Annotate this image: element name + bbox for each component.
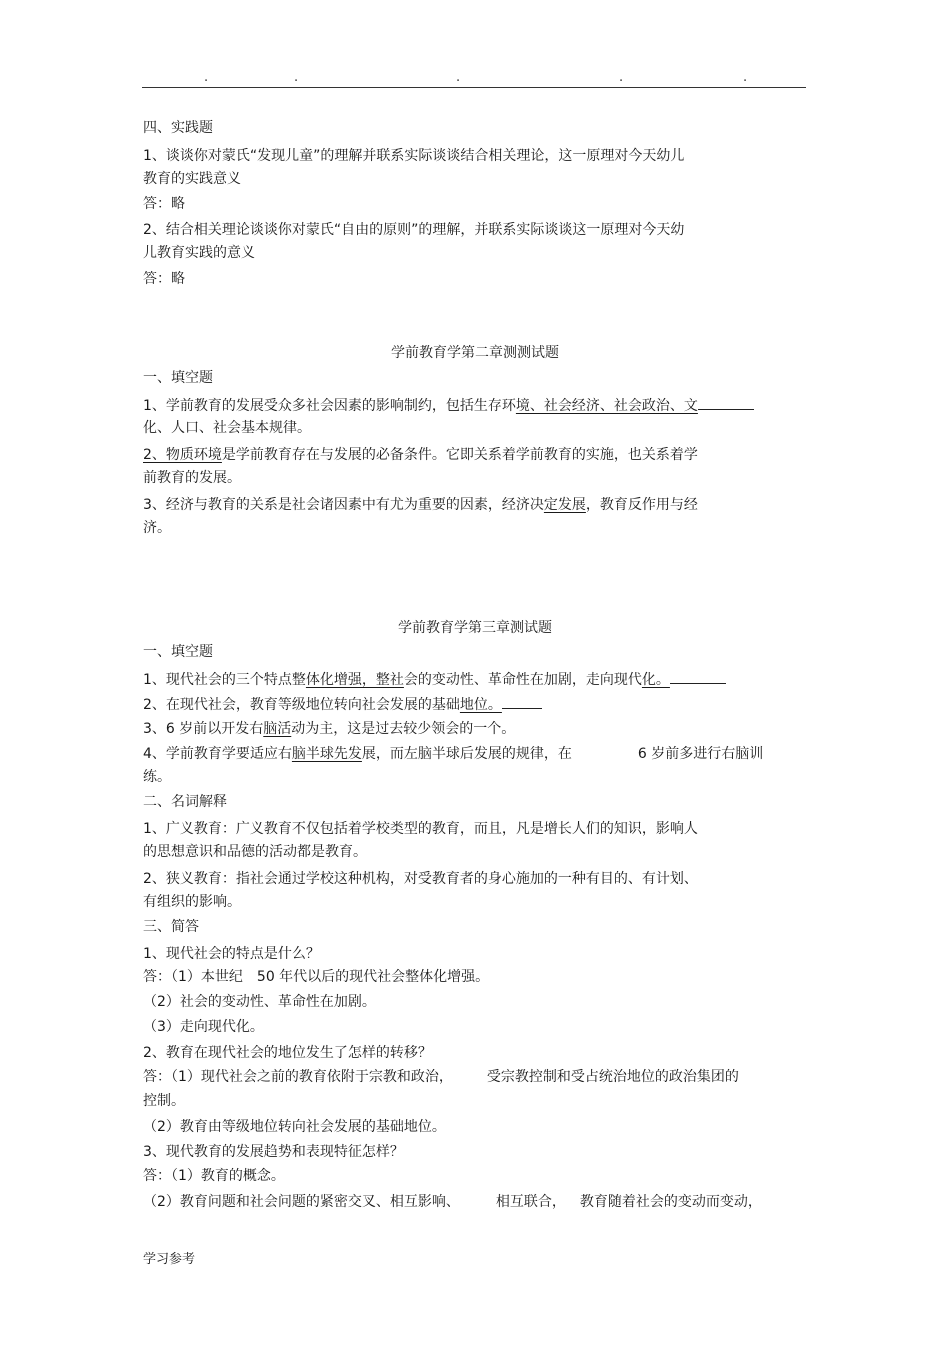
blank-line (502, 694, 542, 709)
section-heading: 二、名词解释 (143, 794, 227, 810)
fill-blank-item (143, 719, 515, 739)
question-text: 儿教育实践的意义 (143, 245, 255, 261)
answer-text: （2）社会的变动性、革命性在加剧。 (143, 994, 376, 1010)
underlined-answer: 化。 (641, 672, 670, 688)
item-text: 6 岁前多进行右脑训 (637, 746, 764, 762)
header-rule (142, 87, 806, 88)
question-text: 1、谈谈你对蒙氏“发现儿童”的理解并联系实际谈谈结合相关理论，这一原理对今天幼儿 (143, 148, 685, 164)
section-heading: 四、实践题 (143, 120, 213, 136)
underlined-answer: 体化增强，整社 (305, 672, 404, 688)
item-text: 3、6 岁前以开发右 (143, 721, 264, 737)
header-dot: . (204, 70, 209, 85)
section-heading: 三、简答 (143, 919, 199, 935)
blank-line (698, 395, 754, 410)
answer-text (143, 1067, 739, 1087)
answer-text: （3）走向现代化。 (143, 1019, 264, 1035)
answer-text: 答：略 (143, 271, 185, 287)
answer-text (143, 1192, 762, 1212)
definition-text: 2、狭义教育：指社会通过学校这种机构，对受教育者的身心施加的一种有目的、有计划、 (143, 871, 698, 887)
item-text: 是学前教育存在与发展的必备条件。它即关系着学前教育的实施，也关系着学 (221, 447, 698, 463)
question-text: 1、现代社会的特点是什么？ (143, 946, 320, 962)
fill-blank-item (143, 669, 726, 690)
answer-part: 答：（1）本世纪 (143, 969, 243, 985)
question-text: 3、现代教育的发展趋势和表现特征怎样？ (143, 1144, 404, 1160)
answer-part: 50 年代以后的现代社会整体化增强。 (256, 969, 490, 985)
item-text: 会的变动性、革命性在加剧，走向现代 (403, 672, 642, 688)
chapter-title: 学前教育学第三章测试题 (398, 620, 552, 636)
answer-text: 控制。 (143, 1093, 185, 1109)
answer-text: 答：略 (143, 196, 185, 212)
fill-blank-item (143, 495, 698, 515)
item-text: 2、在现代社会，教育等级地位转向社会发展的基础 (143, 697, 460, 713)
underlined-answer: 地位。 (459, 697, 502, 713)
item-text: 济。 (143, 520, 171, 536)
item-text: 前教育的发展。 (143, 470, 241, 486)
item-text: 化、人口、社会基本规律。 (143, 420, 311, 436)
underlined-answer: 脑活 (263, 721, 292, 737)
item-text: 4、学前教育学要适应右 (143, 746, 292, 762)
definition-text: 的思想意识和品德的活动都是教育。 (143, 844, 367, 860)
answer-part: 答：（1）现代社会之前的教育依附于宗教和政治， (143, 1069, 453, 1085)
question-text: 2、教育在现代社会的地位发生了怎样的转移？ (143, 1045, 432, 1061)
answer-text (143, 967, 489, 987)
header-dot: . (294, 70, 299, 85)
item-text: 1、现代社会的三个特点整 (143, 672, 306, 688)
answer-text: （2）教育由等级地位转向社会发展的基础地位。 (143, 1119, 446, 1135)
blank-line (670, 669, 726, 684)
header-dot: . (456, 70, 461, 85)
item-text: ，教育反作用与经 (585, 497, 698, 513)
fill-blank-item (143, 445, 698, 465)
chapter-title: 学前教育学第二章测测试题 (391, 345, 559, 361)
item-text: 练。 (143, 769, 171, 785)
answer-part: （2）教育问题和社会问题的紧密交叉、相互影响、 (143, 1194, 460, 1210)
question-text: 2、结合相关理论谈谈你对蒙氏“自由的原则”的理解，并联系实际谈谈这一原理对今天幼 (143, 222, 685, 238)
fill-blank-item (143, 395, 754, 416)
page-footer: 学习参考 (143, 1252, 196, 1267)
underlined-answer: 脑半球先发 (291, 746, 362, 762)
definition-text: 1、广义教育：广义教育不仅包括着学校类型的教育，而且，凡是增长人们的知识，影响人 (143, 821, 698, 837)
fill-blank-item (143, 744, 763, 764)
item-text: 3、经济与教育的关系是社会诸因素中有尤为重要的因素，经济决 (143, 497, 544, 513)
section-heading: 一、填空题 (143, 644, 213, 660)
answer-text: 答：（1）教育的概念。 (143, 1168, 285, 1184)
definition-text: 有组织的影响。 (143, 894, 241, 910)
item-text: 动为主，这是过去较少领会的一个。 (291, 721, 516, 737)
answer-part: 受宗教控制和受占统治地位的政治集团的 (486, 1069, 739, 1085)
item-text: 1、学前教育的发展受众多社会因素的影响制约，包括生存环 (143, 398, 516, 414)
underlined-answer: 定发展 (543, 497, 586, 513)
answer-part: 相互联合， (495, 1194, 566, 1210)
item-text: 展，而左脑半球后发展的规律，在 (361, 746, 572, 762)
header-dot: . (743, 70, 748, 85)
header-dot: . (619, 70, 624, 85)
question-text: 教育的实践意义 (143, 171, 241, 187)
underlined-answer: 2、物质环境 (143, 447, 222, 463)
section-heading: 一、填空题 (143, 370, 213, 386)
underlined-answer: 境、社会经济、社会政治、文 (515, 398, 698, 414)
fill-blank-item (143, 694, 542, 715)
answer-part: 教育随着社会的变动而变动， (579, 1194, 762, 1210)
